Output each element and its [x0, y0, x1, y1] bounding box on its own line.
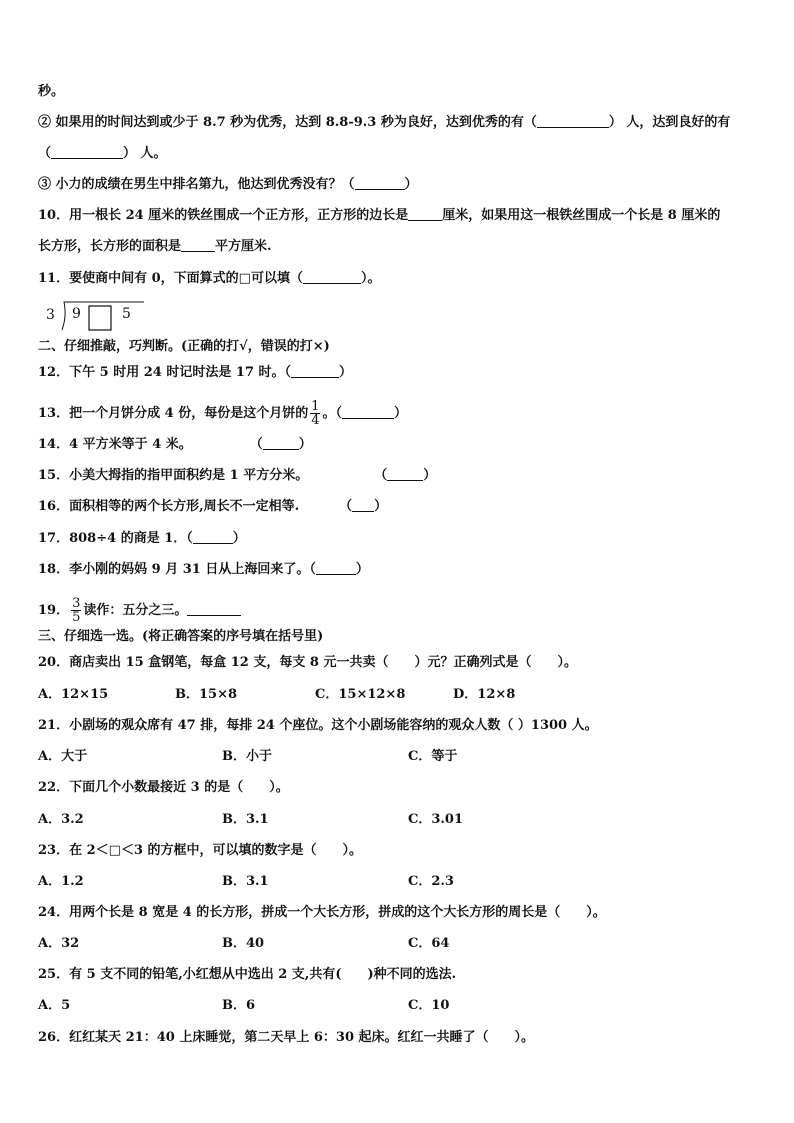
- bracket-open: （: [249, 437, 263, 452]
- answer-blank[interactable]: [181, 239, 215, 252]
- answer-blank[interactable]: [408, 208, 442, 221]
- bracket-close: ）: [423, 468, 437, 483]
- q22-option-c[interactable]: C．3.01: [408, 812, 464, 827]
- bracket-close: ）: [355, 562, 369, 577]
- fraction-three-fifths: [71, 597, 81, 624]
- answer-blank[interactable]: [187, 603, 241, 616]
- question-19: [38, 597, 241, 624]
- question-26: 26．红红某天 21：40 上床睡觉，第二天早上 6：30 起床。红红一共睡了（ ）。: [38, 1030, 535, 1045]
- divisor: 3: [46, 307, 55, 323]
- subq-2-text: ② 如果用的时间达到或少于 8.7 秒为优秀，达到 8.8-9.3 秒为良好，达到优秀的有（: [38, 115, 537, 130]
- q12-text: 12．下午 5 时用 24 时记时法是 17 时。（: [38, 365, 291, 380]
- q24-option-c[interactable]: C．64: [408, 936, 450, 951]
- answer-blank[interactable]: [342, 406, 394, 419]
- bracket-close: ）: [298, 437, 312, 452]
- q11-text-b: ）。: [360, 271, 381, 286]
- question-11: [38, 271, 380, 287]
- bracket-close: ）: [394, 406, 408, 421]
- q21-option-c[interactable]: C．等于: [408, 749, 458, 764]
- fraction-denominator: 4: [311, 413, 320, 428]
- q23-option-c[interactable]: C．2.3: [408, 874, 454, 889]
- q14-text: 14．4 平方米等于 4 米。: [38, 437, 192, 452]
- q13-text: 13．把一个月饼分成 4 份，每份是这个月饼的: [38, 406, 309, 421]
- answer-blank[interactable]: [291, 365, 339, 378]
- q10-text-a: 10．用一根长 24 厘米的铁丝围成一个正方形，正方形的边长是: [38, 208, 409, 223]
- question-10-line1: [38, 208, 720, 224]
- bracket-close: ）: [232, 531, 246, 546]
- answer-blank[interactable]: [303, 271, 361, 284]
- question-23: 23．在 2＜□＜3 的方框中，可以填的数字是（ ）。: [38, 843, 363, 858]
- subq-2-line1: [38, 115, 730, 131]
- long-division: [40, 300, 160, 336]
- subq-3: [38, 177, 418, 193]
- question-16: [38, 499, 387, 515]
- question-20: 20．商店卖出 15 盒钢笔，每盒 12 支，每支 8 元一共卖（ ）元？正确列式是（ ）。: [38, 655, 577, 670]
- question-22: 22．下面几个小数最接近 3 的是（ ）。: [38, 780, 289, 795]
- question-14: [38, 437, 312, 453]
- answer-blank[interactable]: [51, 146, 123, 159]
- question-15: [38, 468, 436, 484]
- q22-option-b[interactable]: B．3.1: [222, 812, 269, 827]
- q16-text: 16．面积相等的两个长方形,周长不一定相等.: [38, 499, 300, 514]
- q21-option-b[interactable]: B．小于: [222, 749, 272, 764]
- fraction-numerator: 1: [311, 399, 320, 414]
- q13-text-b: 。（: [322, 406, 342, 421]
- question-21: 21．小剧场的观众席有 47 排，每排 24 个座位。这个小剧场能容纳的观众人数（ ）1300 人。: [38, 718, 598, 733]
- q23-option-b[interactable]: B．3.1: [222, 874, 269, 889]
- dividend-digit-3: 5: [122, 306, 131, 322]
- q24-option-b[interactable]: B．40: [222, 936, 265, 951]
- q25-option-c[interactable]: C．10: [408, 998, 450, 1013]
- q15-text: 15．小美大拇指的指甲面积约是 1 平方分米。: [38, 468, 309, 483]
- section-2-heading: 二、仔细推敲，巧判断。(正确的打√，错误的打×): [38, 339, 330, 354]
- q22-option-a[interactable]: A．3.2: [38, 812, 84, 827]
- question-24: 24．用两个长是 8 宽是 4 的长方形，拼成一个大长方形，拼成的这个大长方形的周长是（ ）。: [38, 905, 606, 920]
- answer-blank[interactable]: [537, 115, 609, 128]
- q20-option-b[interactable]: B．15×8: [175, 687, 238, 702]
- bracket-close: ）: [404, 177, 418, 192]
- question-18: [38, 562, 369, 578]
- subq-2-line2: [38, 146, 167, 162]
- q10-text-c: 长方形，长方形的面积是: [38, 239, 182, 254]
- bracket-open: （: [374, 468, 388, 483]
- division-bracket: [40, 300, 160, 336]
- bracket-close: ）: [374, 499, 388, 514]
- subq-2-text-c: ） 人。: [123, 146, 167, 161]
- fraction-denominator: 5: [72, 610, 81, 625]
- question-25: 25．有 5 支不同的铅笔,小红想从中选出 2 支,共有( )种不同的选法.: [38, 967, 457, 982]
- q19-text-b: 读作：五分之三。: [83, 603, 188, 618]
- q23-option-a[interactable]: A．1.2: [38, 874, 84, 889]
- answer-blank[interactable]: [387, 468, 423, 481]
- subq-2-text-b: ） 人，达到良好的有: [608, 115, 731, 130]
- section-3-heading: 三、仔细选一选。(将正确答案的序号填在括号里): [38, 629, 324, 644]
- q25-option-a[interactable]: A．5: [38, 998, 71, 1013]
- question-10-line2: [38, 239, 272, 255]
- answer-blank[interactable]: [355, 177, 405, 190]
- dividend-digit-1: 9: [72, 306, 81, 322]
- question-12: [38, 365, 352, 381]
- q24-option-a[interactable]: A．32: [38, 936, 80, 951]
- subq-3-text: ③ 小力的成绩在男生中排名第九，他达到优秀没有？（: [38, 177, 355, 192]
- fraction-one-quarter: [310, 400, 320, 427]
- answer-blank[interactable]: [352, 499, 374, 512]
- fraction-numerator: 3: [72, 596, 81, 611]
- q11-text: 11．要使商中间有 0，下面算式的□可以填（: [38, 271, 303, 286]
- question-13: [38, 400, 407, 427]
- line-seconds: 秒。: [38, 84, 65, 99]
- q20-option-d[interactable]: D．12×8: [453, 687, 516, 702]
- q19-text: 19．: [38, 603, 70, 618]
- q17-text: 17．808÷4 的商是 1．（: [38, 531, 193, 546]
- q25-option-b[interactable]: B．6: [222, 998, 256, 1013]
- answer-blank[interactable]: [316, 562, 356, 575]
- q18-text: 18．李小刚的妈妈 9 月 31 日从上海回来了。（: [38, 562, 316, 577]
- bracket-open: （: [38, 146, 52, 161]
- q10-text-d: 平方厘米.: [215, 239, 272, 254]
- q20-option-a[interactable]: A．12×15: [38, 687, 109, 702]
- question-17: [38, 531, 246, 547]
- q21-option-a[interactable]: A．大于: [38, 749, 88, 764]
- blank-square[interactable]: [89, 306, 111, 330]
- bracket-open: （: [339, 499, 353, 514]
- q20-option-c[interactable]: C．15×12×8: [315, 687, 406, 702]
- answer-blank[interactable]: [193, 531, 233, 544]
- bracket-close: ）: [338, 365, 352, 380]
- answer-blank[interactable]: [263, 437, 299, 450]
- q10-text-b: 厘米，如果用这一根铁丝围成一个长是 8 厘米的: [442, 208, 721, 223]
